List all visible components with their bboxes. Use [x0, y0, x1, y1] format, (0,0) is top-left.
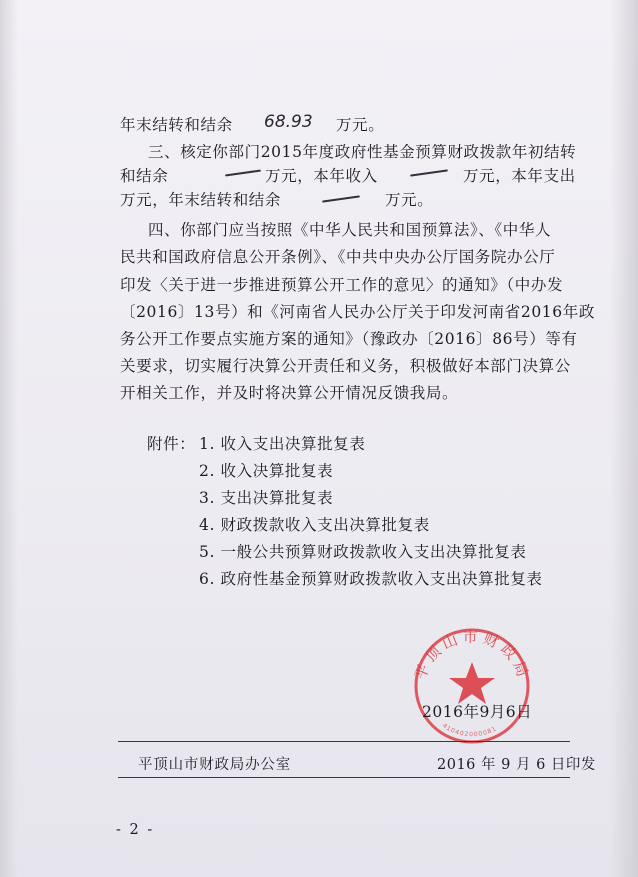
attachment-item-1: 1. 收入支出决算批复表 [199, 435, 366, 453]
para4-line-1: 四、你部门应当按照《中华人民共和国预算法》、《中华人 [148, 221, 552, 239]
para3-line3b: 万元。 [385, 191, 434, 209]
para4-line-7: 开相关工作，并及时将决算公开情况反馈我局。 [120, 384, 459, 402]
attachment-item-2: 2. 收入决算批复表 [199, 462, 334, 480]
seal-text: 平顶山市财政局 [410, 627, 534, 683]
page-number: - 2 - [116, 822, 155, 838]
handwritten-dash-3 [322, 195, 360, 202]
para3-line2b: 万元，本年收入 [265, 167, 378, 185]
para4-line-4: 〔2016〕13号）和《河南省人民办公厅关于印发河南省2016年政 [120, 303, 595, 321]
para4-line-2: 民共和国政府信息公开条例》、《中共中央办公厅国务院办公厅 [120, 248, 556, 266]
official-seal-stamp [398, 620, 543, 750]
footer-issuer: 平顶山市财政局办公室 [138, 757, 291, 773]
para4-line-3: 印发〈关于进一步推进预算公开工作的意见〉的通知》（中办发 [120, 276, 564, 294]
carryover-suffix: 万元。 [336, 116, 385, 134]
footer-rule-top [118, 741, 570, 742]
issue-date: 2016年9月6日 [422, 703, 533, 721]
footer-rule-bottom [118, 777, 570, 778]
handwritten-dash-1 [225, 170, 261, 177]
attachment-item-4: 4. 财政拨款收入支出决算批复表 [199, 516, 430, 534]
seal-code: 410402000081 [441, 722, 499, 739]
attachments-label: 附件： [147, 435, 196, 453]
carryover-prefix: 年末结转和结余 [120, 116, 233, 134]
attachment-item-3: 3. 支出决算批复表 [199, 489, 334, 507]
handwritten-dash-2 [410, 169, 448, 176]
para4-line-6: 关要求，切实履行决算公开责任和义务，积极做好本部门决算公 [120, 357, 571, 375]
para3-line3a: 万元，年末结转和结余 [120, 191, 282, 209]
para3-line1: 三、核定你部门2015年度政府性基金预算财政拨款年初结转 [148, 143, 577, 161]
footer-print-date: 2016 年 9 月 6 日印发 [437, 757, 596, 773]
scan-shadow-left [0, 0, 18, 877]
attachment-item-6: 6. 政府性基金预算财政拨款收入支出决算批复表 [199, 570, 543, 588]
para4-line-5: 务公开工作要点实施方案的通知》（豫政办〔2016〕86号）等有 [120, 330, 578, 348]
carryover-line [120, 115, 233, 135]
handwritten-amount: 68.93 [264, 112, 313, 132]
attachment-item-5: 5. 一般公共预算财政拨款收入支出决算批复表 [199, 543, 527, 561]
para3-line2a: 和结余 [120, 167, 169, 185]
para3-line2c: 万元，本年支出 [463, 167, 576, 185]
scan-shadow-right [610, 0, 638, 877]
